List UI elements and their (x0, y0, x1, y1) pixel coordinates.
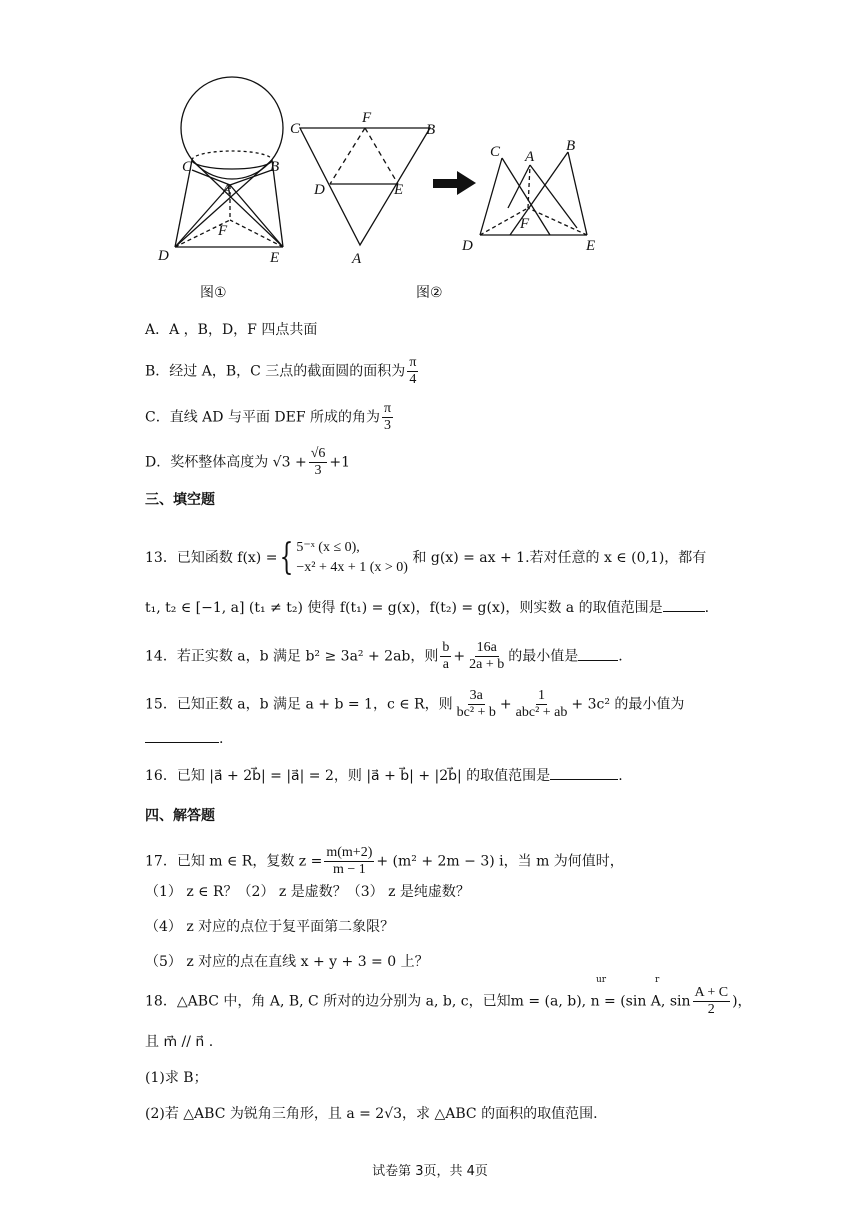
question-17-part-4: （4） z 对应的点位于复平面第二象限？ (145, 919, 395, 935)
question-16: 16．已知 |a⃗ + 2b⃗| = |a⃗| = 2，则 |a⃗ + b⃗| + |2b⃗| 的取值范围是 . (145, 765, 623, 786)
svg-text:E: E (586, 238, 596, 254)
page-footer: 试卷第 3页，共 4页 (372, 1164, 488, 1179)
section-3-heading: 三、填空题 (145, 492, 215, 508)
svg-text:B: B (270, 159, 280, 175)
vector-mark-n: r (655, 975, 660, 985)
answer-blank-15[interactable] (145, 728, 219, 743)
option-c: C．直线 AD 与平面 DEF 所成的角为 $\frac{\pi}{3}$ (145, 401, 392, 433)
svg-text:C: C (182, 159, 193, 175)
answer-blank-16[interactable] (550, 765, 618, 780)
question-13-line-2: t₁, t₂ ∈ [−1, a] (t₁ ≠ t₂) 使得 f(t₁) = g(x)，f(t₂) = g(x)，则实数 a 的取值范围是 . (145, 597, 709, 618)
question-17-part-5: （5） z 对应的点在直线 x + y + 3 = 0 上？ (145, 954, 429, 970)
question-18-part-2: (2)若 △ABC 为锐角三角形，且 a = 2√3，求 △ABC 的面积的取值范围. (145, 1106, 598, 1122)
question-18-part-1: (1)求 B； (145, 1070, 208, 1086)
svg-text:E: E (270, 250, 280, 266)
question-15: 15．已知正数 a，b 满足 a + b = 1，c ∈ R，则 $\frac{3a}{\text{bc² + b}}$ + $\frac{1}{\text{abc² + ab}}$ + 3c² 的最小值为 (145, 688, 685, 720)
question-14: 14．若正实数 a，b 满足 b² ≥ 3a² + 2ab，则 $\frac{b}{a}$ + $\frac{16a}{2a + b}$ 的最小值是 . (145, 640, 623, 672)
svg-text:F: F (520, 216, 530, 232)
svg-text:B: B (566, 138, 576, 154)
option-b: B．经过 A，B，C 三点的截面圆的面积为 $\frac{\pi}{4}$ (145, 355, 417, 387)
svg-text:A: A (352, 251, 362, 267)
svg-text:D: D (314, 182, 325, 198)
question-18-line-2: 且 m⃗ // n⃗ . (145, 1034, 214, 1050)
figure-2-labels (290, 110, 435, 267)
figure-1-caption: 图① (200, 285, 227, 301)
answer-blank-13[interactable] (663, 597, 705, 612)
question-13-line-1: 13．已知函数 f(x) ={ 5⁻ˣ (x ≤ 0), −x² + 4x + 1 (x > 0) 和 g(x) = ax + 1.若对任意的 x ∈ (0,1)，都有 (145, 537, 707, 578)
vector-mark-m: ur (596, 975, 607, 985)
svg-text:F: F (218, 223, 228, 239)
svg-text:C: C (490, 144, 501, 160)
question-18: 18．△ABC 中，角 A, B, C 所对的边分别为 a, b, c，已知m = (a, b), n = (sin A, sin $\frac{A + C}{2}$ )， (145, 985, 752, 1017)
question-17-part-1-3: （1） z ∈ R？（2） z 是虚数？（3） z 是纯虚数？ (145, 884, 470, 900)
geometry-figures (150, 70, 620, 275)
section-4-heading: 四、解答题 (145, 808, 215, 824)
svg-text:F: F (362, 110, 372, 126)
svg-text:A: A (222, 182, 232, 198)
svg-text:D: D (462, 238, 473, 254)
svg-text:D: D (158, 248, 169, 264)
figure-1-labels (157, 159, 279, 266)
right-arrow-icon (433, 171, 476, 195)
svg-text:B: B (426, 122, 436, 138)
question-17: 17．已知 m ∈ R，复数 z = $\frac{m(m+2)}{m - 1}$ + (m² + 2m − 3) i，当 m 为何值时， (145, 845, 624, 877)
option-a: A．A ，B，D，F 四点共面 (145, 322, 318, 338)
svg-text:C: C (290, 121, 301, 137)
option-d: D．奖杯整体高度为 √3 + $\frac{√6}{3}$ +1 (145, 446, 351, 478)
figure-2-caption: 图② (416, 285, 443, 301)
svg-text:A: A (525, 149, 535, 165)
question-15-answer-line: . (145, 728, 223, 749)
svg-text:E: E (394, 182, 404, 198)
figure-3-labels (461, 138, 595, 254)
answer-blank-14[interactable] (578, 646, 618, 661)
